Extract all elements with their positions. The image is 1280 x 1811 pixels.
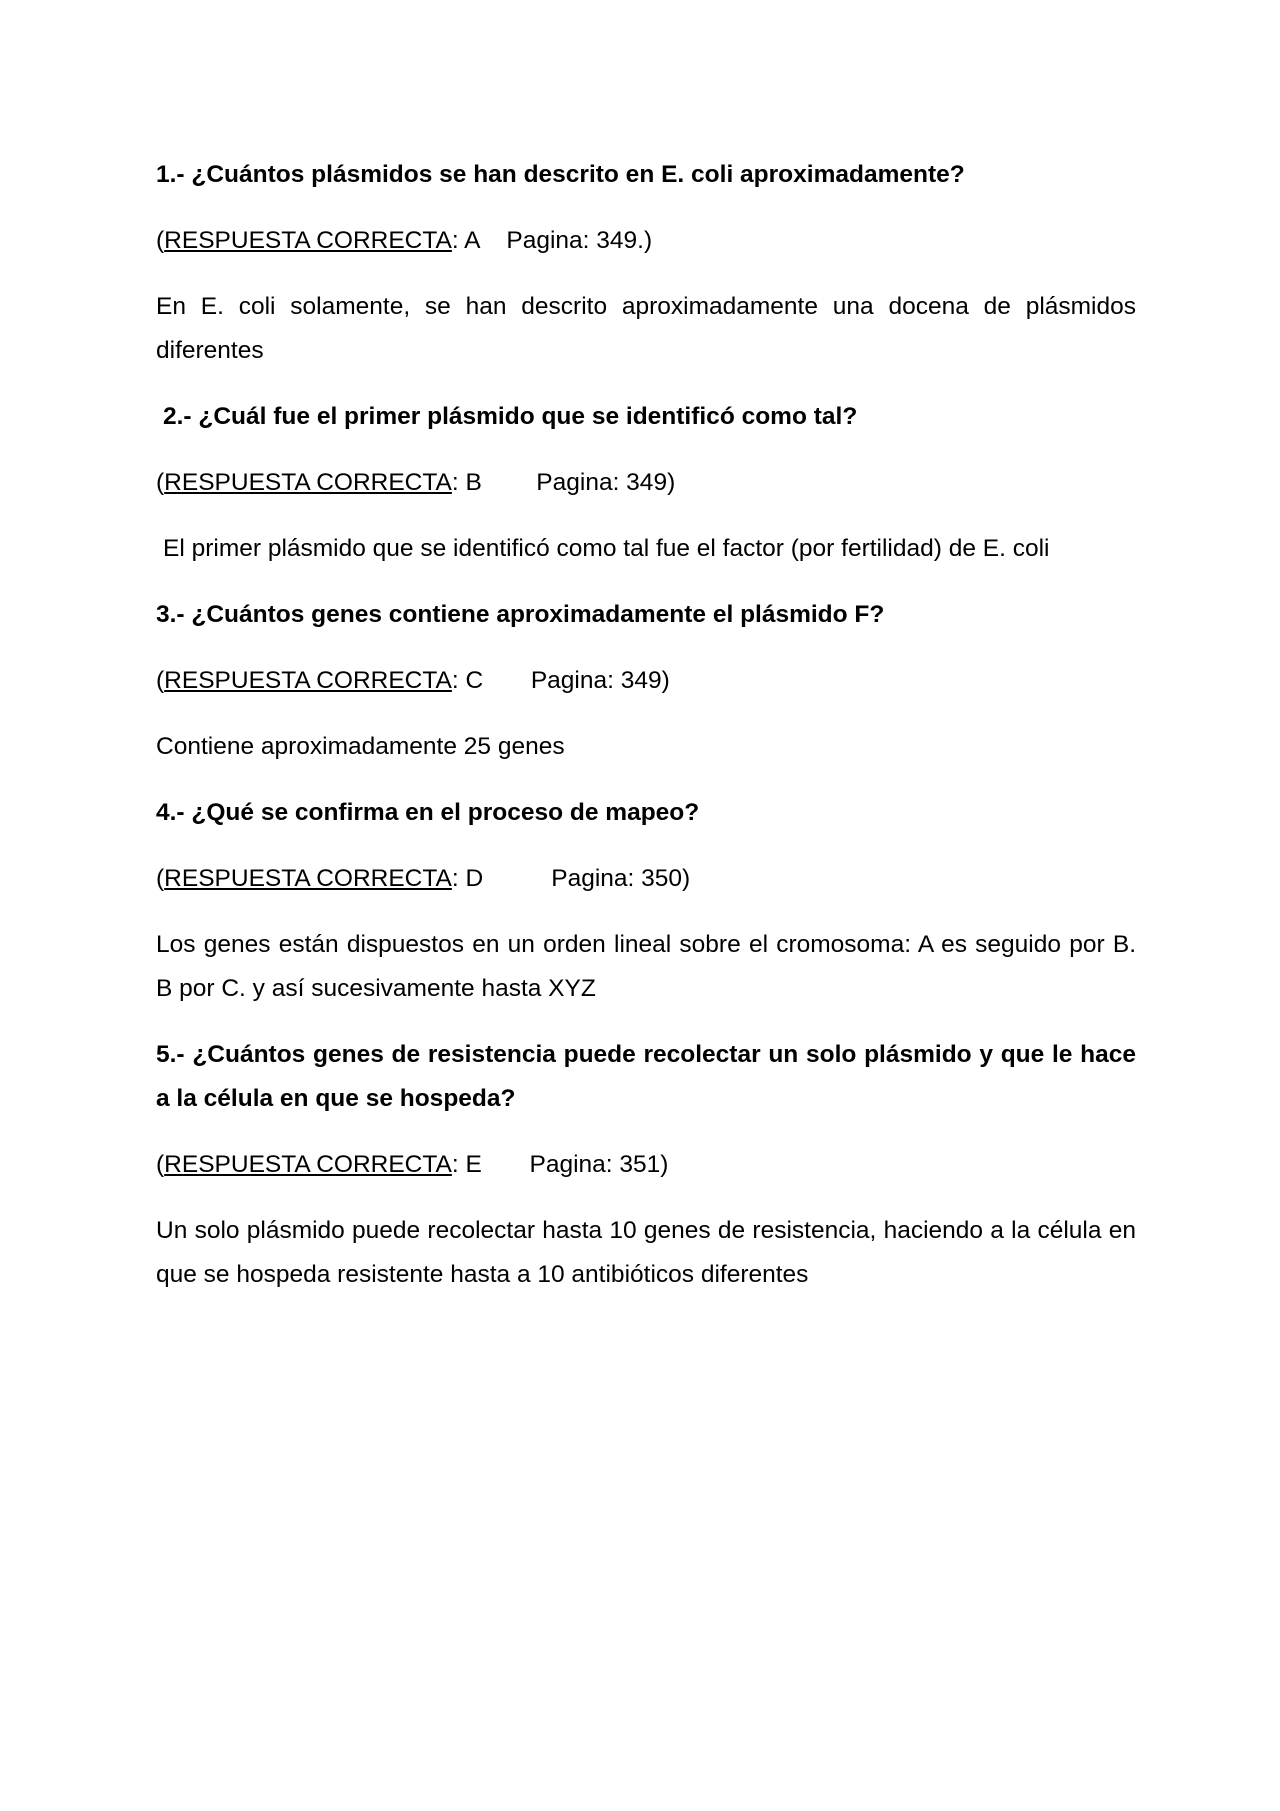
answer-detail: : A Pagina: 349.) [451,227,653,254]
answer-open-paren: ( [156,865,165,892]
answer-open-paren: ( [156,227,165,254]
answer-line-4 [156,857,1136,901]
document-page [156,153,1136,1297]
answer-line-2 [156,461,1136,505]
explanation-3: Contiene aproximadamente 25 genes [156,733,565,760]
answer-detail: : E Pagina: 351) [451,1151,669,1178]
answer-open-paren: ( [156,667,165,694]
question-4: 4.- ¿Qué se confirma en el proceso de mapeo? [156,799,700,826]
question-2: 2.- ¿Cuál fue el primer plásmido que se identificó como tal? [163,403,858,430]
answer-detail: : D Pagina: 350) [451,865,691,892]
answer-label: RESPUESTA CORRECTA [164,865,452,892]
answer-line-1 [156,219,1136,263]
answer-label: RESPUESTA CORRECTA [164,1151,452,1178]
question-1: 1.- ¿Cuántos plásmidos se han descrito en E. coli aproximadamente? [156,161,965,188]
answer-detail: : C Pagina: 349) [451,667,670,694]
answer-label: RESPUESTA CORRECTA [164,227,452,254]
answer-line-3 [156,659,1136,703]
question-5: 5.- ¿Cuántos genes de resistencia puede recolectar un solo plásmido y que le hace a la célula en que se hospeda? [156,1041,1136,1112]
explanation-2: El primer plásmido que se identificó como tal fue el factor (por fertilidad) de E. coli [163,535,1050,562]
answer-line-5 [156,1143,1136,1187]
answer-open-paren: ( [156,1151,165,1178]
question-3: 3.- ¿Cuántos genes contiene aproximadamente el plásmido F? [156,601,885,628]
answer-label: RESPUESTA CORRECTA [164,667,452,694]
explanation-1: En E. coli solamente, se han descrito aproximadamente una docena de plásmidos diferentes [156,293,1136,364]
answer-label: RESPUESTA CORRECTA [164,469,452,496]
answer-detail: : B Pagina: 349) [451,469,676,496]
answer-open-paren: ( [156,469,165,496]
explanation-4: Los genes están dispuestos en un orden lineal sobre el cromosoma: A es seguido por B. B por C. y así sucesivamente hasta XYZ [156,931,1136,1002]
explanation-5: Un solo plásmido puede recolectar hasta 10 genes de resistencia, haciendo a la célula en que se hospeda resistente hasta a 10 antibióticos diferentes [156,1217,1136,1288]
